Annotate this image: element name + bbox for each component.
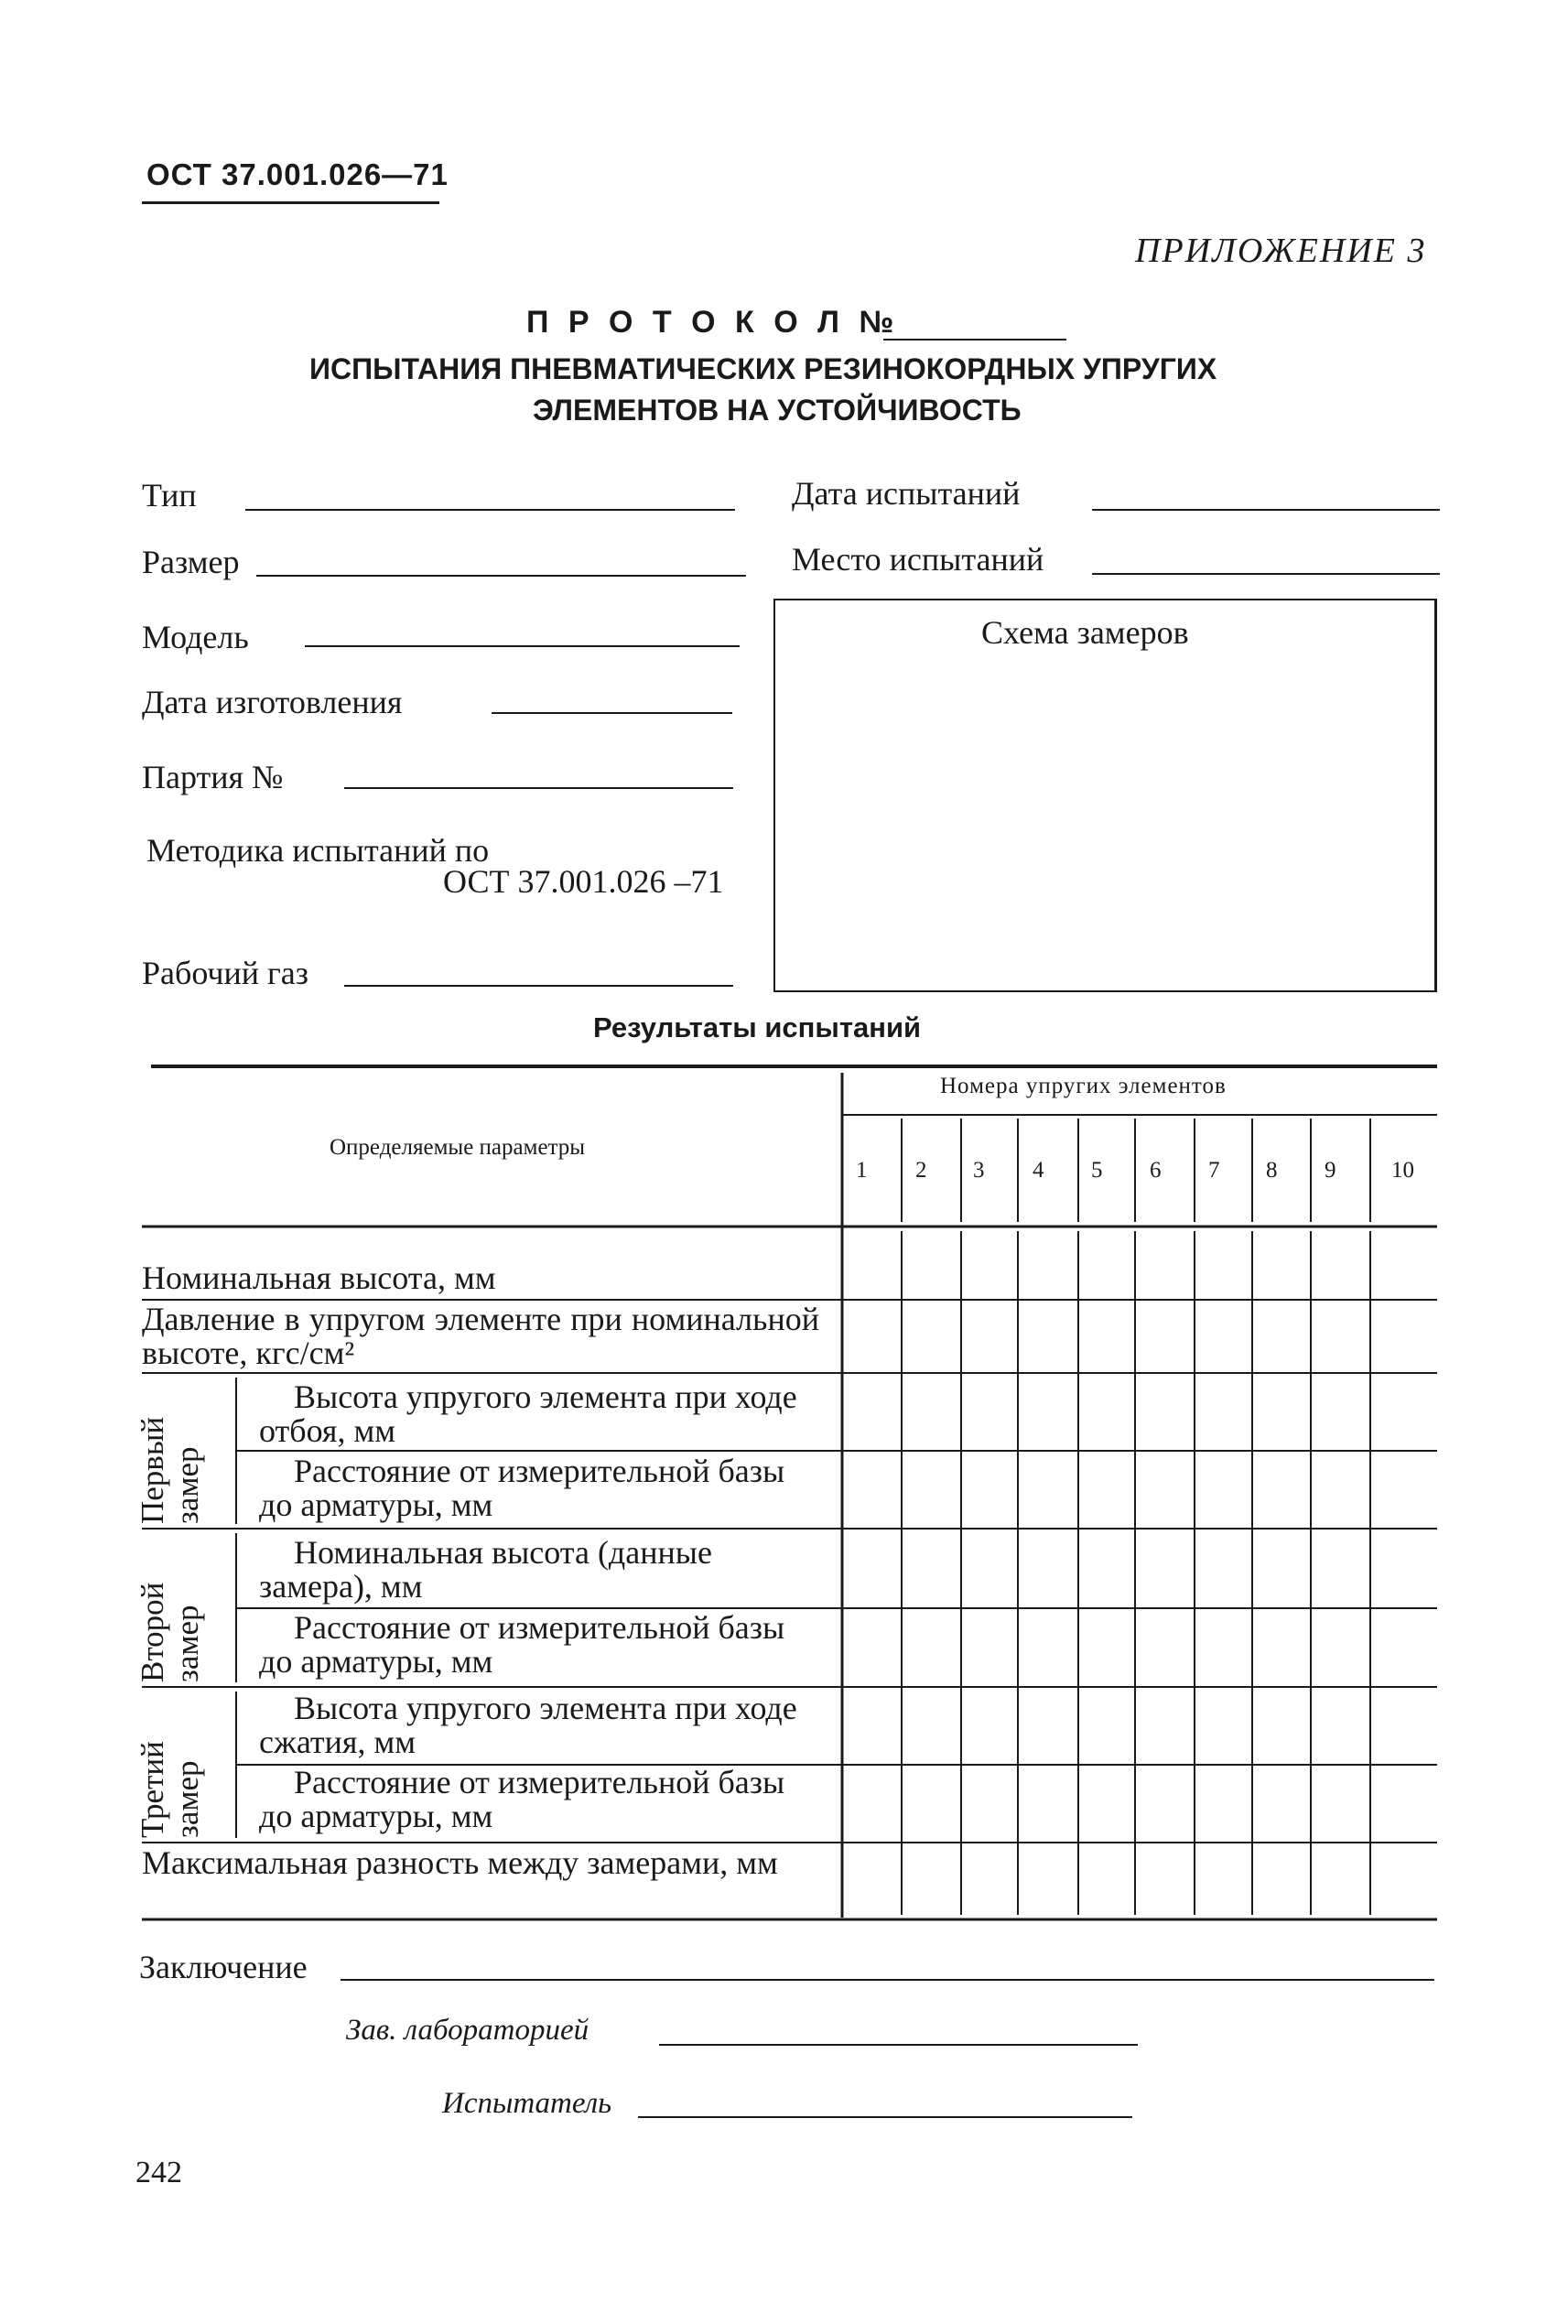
element-number: 1	[856, 1158, 868, 1183]
type-label: Тип	[142, 477, 197, 513]
group-second-measurement: Второй замер	[135, 1582, 205, 1682]
batch-label: Партия №	[142, 759, 284, 795]
group-third-measurement: Третий замер	[135, 1741, 205, 1838]
test-date-label: Дата испытаний	[792, 475, 1021, 512]
element-number: 4	[1033, 1158, 1044, 1183]
element-number: 6	[1150, 1158, 1162, 1183]
element-number: 2	[915, 1158, 927, 1183]
elements-header: Номера упругих элементов	[940, 1074, 1227, 1098]
param-header: Определяемые параметры	[330, 1135, 586, 1160]
row-g2-distance: Расстояние от измерительной базы до арматуры, мм	[259, 1609, 785, 1680]
test-place-label: Место испытаний	[792, 541, 1044, 578]
element-number: 9	[1325, 1158, 1336, 1183]
element-number: 7	[1208, 1158, 1220, 1183]
title-line-3: ЭЛЕМЕНТОВ НА УСТОЙЧИВОСТЬ	[533, 394, 1022, 427]
protocol-title: П Р О Т О К О Л №	[526, 305, 900, 340]
tester-signature-field[interactable]	[638, 2116, 1132, 2118]
title-line-2: ИСПЫТАНИЯ ПНЕВМАТИЧЕСКИХ РЕЗИНОКОРДНЫХ УПРУГИХ	[309, 352, 1217, 385]
appendix-label: ПРИЛОЖЕНИЕ 3	[1135, 232, 1427, 270]
group-first-measurement: Первый замер	[135, 1416, 205, 1524]
element-number: 10	[1391, 1158, 1414, 1183]
model-label: Модель	[142, 619, 249, 655]
row-nominal-height: Номинальная высота, мм	[142, 1259, 496, 1296]
row-g3-distance: Расстояние от измерительной базы до арматуры, мм	[259, 1764, 785, 1834]
manufacture-date-label: Дата изготовления	[142, 684, 403, 720]
row-g1-rebound-height: Высота упругого элемента при ходе отбоя, мм	[259, 1378, 797, 1449]
page-number: 242	[135, 2156, 182, 2189]
tester-label: Испытатель	[442, 2087, 612, 2120]
row-g3-compression-height: Высота упругого элемента при ходе сжатия, мм	[259, 1690, 797, 1760]
element-number: 5	[1091, 1158, 1103, 1183]
lab-head-signature-field[interactable]	[659, 2044, 1138, 2046]
scheme-title: Схема замеров	[981, 614, 1189, 651]
conclusion-field[interactable]	[341, 1979, 1434, 1981]
results-title: Результаты испытаний	[593, 1011, 922, 1043]
row-g1-distance: Расстояние от измерительной базы до арматуры, мм	[259, 1453, 785, 1523]
size-label: Размер	[142, 544, 240, 580]
conclusion-label: Заключение	[139, 1949, 308, 1985]
method-label-line1: Методика испытаний по	[146, 832, 490, 869]
gas-label: Рабочий газ	[142, 955, 308, 991]
element-number: 8	[1266, 1158, 1278, 1183]
row-pressure: Давление в упругом элементе при номинальной высоте, кгс/см²	[142, 1301, 819, 1371]
method-label-line2: ОСТ 37.001.026 –71	[443, 863, 724, 900]
row-g2-nominal-height: Номинальная высота (данные замера), мм	[259, 1534, 712, 1605]
lab-head-label: Зав. лабораторией	[346, 2014, 589, 2047]
standard-code: ОСТ 37.001.026—71	[146, 157, 449, 191]
row-max-difference: Максимальная разность между замерами, мм	[142, 1844, 778, 1881]
element-number: 3	[973, 1158, 985, 1183]
